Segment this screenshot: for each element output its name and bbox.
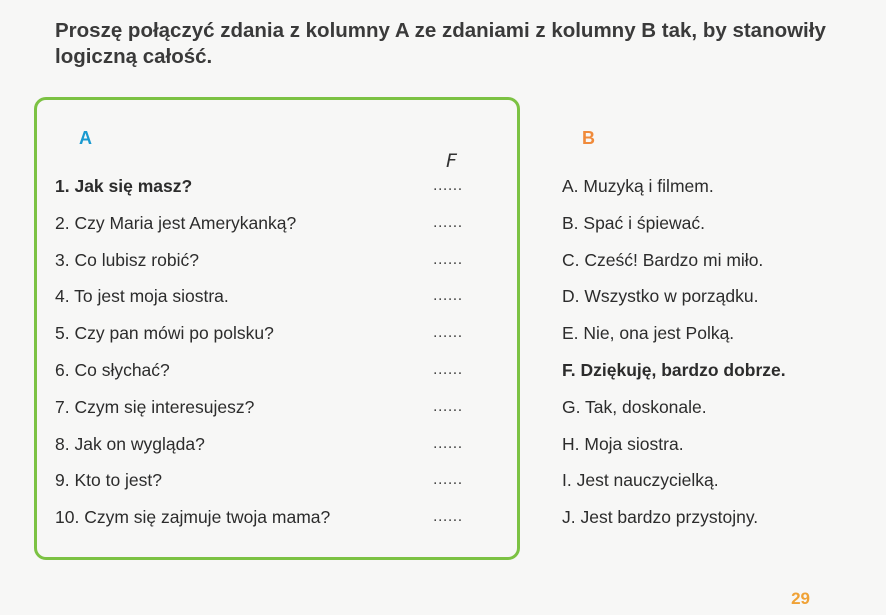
list-item-a7	[55, 395, 475, 432]
item-text: D. Wszystko w porządku.	[562, 286, 759, 307]
page-number: 29	[791, 589, 810, 608]
item-text: 6. Co słychać?	[55, 359, 170, 380]
item-text: 5. Czy pan mówi po polsku?	[55, 323, 274, 344]
item-text: G. Tak, doskonale.	[562, 396, 707, 417]
column-a-heading: A	[79, 128, 92, 148]
answer-blank[interactable]: ......	[433, 324, 463, 342]
column-b-list	[562, 174, 862, 542]
item-text: 8. Jak on wygląda?	[55, 433, 205, 454]
list-item-a1	[55, 174, 475, 211]
answer-blank[interactable]: ......	[433, 360, 463, 378]
list-item-a8	[55, 432, 475, 469]
item-text: C. Cześć! Bardzo mi miło.	[562, 249, 764, 270]
list-item-a5	[55, 321, 475, 358]
item-text: E. Nie, ona jest Polką.	[562, 323, 735, 344]
list-item-b-a	[562, 174, 862, 211]
list-item-b-j	[562, 505, 862, 542]
list-item-b-f	[562, 358, 862, 395]
exercise-instruction: Proszę połączyć zdania z kolumny A ze zdaniami z kolumny B tak, by stanowiły logiczną całość.	[55, 19, 826, 68]
item-text: 1. Jak się masz?	[55, 176, 193, 196]
item-text: B. Spać i śpiewać.	[562, 212, 705, 233]
item-text: H. Moja siostra.	[562, 433, 684, 454]
column-a-list	[55, 174, 475, 542]
list-item-b-i	[562, 468, 862, 505]
item-text: F. Dziękuję, bardzo dobrze.	[562, 359, 786, 380]
answer-blank[interactable]: ......	[433, 287, 463, 305]
item-text: I. Jest nauczycielką.	[562, 470, 719, 491]
example-answer: F	[446, 150, 457, 172]
item-text: A. Muzyką i filmem.	[562, 176, 714, 196]
answer-blank[interactable]: ......	[433, 471, 463, 489]
list-item-b-d	[562, 284, 862, 321]
answer-blank[interactable]: ......	[433, 177, 463, 194]
item-text: 10. Czym się zajmuje twoja mama?	[55, 507, 331, 528]
list-item-b-c	[562, 248, 862, 285]
answer-blank[interactable]: ......	[433, 434, 463, 452]
column-b-heading: B	[582, 128, 595, 148]
list-item-a4	[55, 284, 475, 321]
answer-blank[interactable]: ......	[433, 213, 463, 231]
list-item-a9	[55, 468, 475, 505]
item-text: 3. Co lubisz robić?	[55, 249, 199, 270]
list-item-b-b	[562, 211, 862, 248]
list-item-a10	[55, 505, 475, 542]
item-text: 4. To jest moja siostra.	[55, 286, 229, 307]
answer-blank[interactable]: ......	[433, 508, 463, 526]
item-text: J. Jest bardzo przystojny.	[562, 507, 759, 528]
list-item-a6	[55, 358, 475, 395]
list-item-b-e	[562, 321, 862, 358]
list-item-a3	[55, 248, 475, 285]
answer-blank[interactable]: ......	[433, 397, 463, 415]
list-item-b-h	[562, 432, 862, 469]
item-text: 7. Czym się interesujesz?	[55, 396, 255, 417]
list-item-a2	[55, 211, 475, 248]
item-text: 2. Czy Maria jest Amerykanką?	[55, 212, 297, 233]
answer-blank[interactable]: ......	[433, 250, 463, 268]
item-text: 9. Kto to jest?	[55, 470, 163, 491]
list-item-b-g	[562, 395, 862, 432]
